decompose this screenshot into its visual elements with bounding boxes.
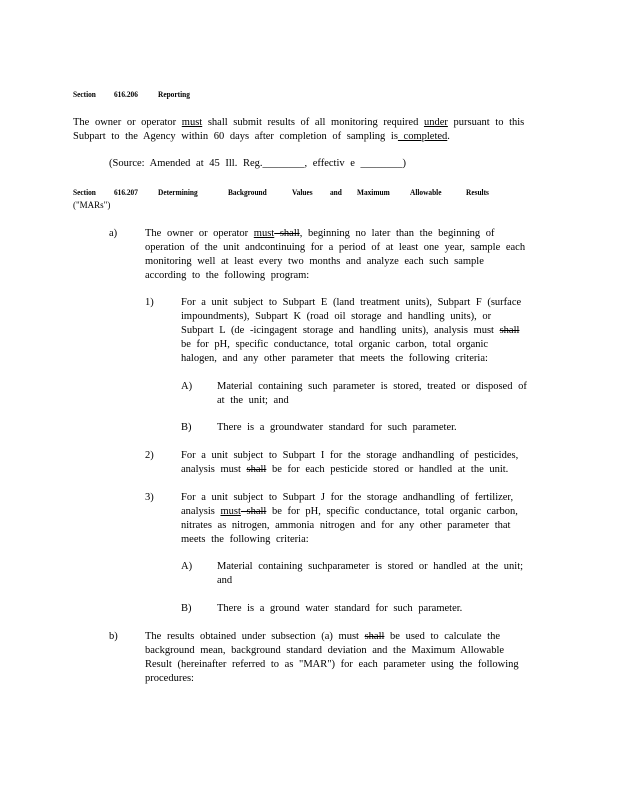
item-2-label: 2) <box>145 450 154 461</box>
item-1a-line-2: at the unit; and <box>217 395 289 406</box>
item-1a-label: A) <box>181 381 193 392</box>
section-title-word: Background <box>228 188 267 197</box>
subsection-b-line-1: The results obtained under subsection (a) must shall be used to calculate the <box>145 631 501 642</box>
section-label: Section <box>73 188 96 197</box>
subsection-a-line-4: according to the following program: <box>145 270 310 281</box>
section-title-word: Determining <box>158 188 198 197</box>
subsection-b-line-2: background mean, background standard deviation and the Maximum Allowable <box>145 645 505 656</box>
section-number: 616.206 <box>114 90 138 99</box>
item-1-label: 1) <box>145 297 154 308</box>
item-3-line-3: nitrates as nitrogen, ammonia nitrogen and for any other parameter that <box>181 520 511 531</box>
section-title-line-2: ("MARs") <box>73 200 111 210</box>
section-title-word: Maximum <box>357 188 390 197</box>
section-title-word: Values <box>292 188 313 197</box>
item-3a-label: A) <box>181 561 193 572</box>
item-2-line-2: analysis must shall be for each pesticide stored or handled at the unit. <box>181 464 509 475</box>
section-title-word: Allowable <box>410 188 442 197</box>
item-3a-line-2: and <box>217 575 233 586</box>
item-1b-label: B) <box>181 422 192 433</box>
section-title-word: and <box>330 188 342 197</box>
section-label: Section <box>73 90 96 99</box>
item-1-line-3: Subpart L (de -icingagent storage and handling units), analysis must shall <box>181 325 520 336</box>
item-3-label: 3) <box>145 492 154 503</box>
item-2-line-1: For a unit subject to Subpart I for the storage andhandling of pesticides, <box>181 450 519 461</box>
item-1-line-1: For a unit subject to Subpart E (land treatment units), Subpart F (surface <box>181 297 522 308</box>
subsection-b-label: b) <box>109 631 118 642</box>
item-1a-line-1: Material containing such parameter is stored, treated or disposed of <box>217 381 527 392</box>
item-3a-line-1: Material containing suchparameter is stored or handled at the unit; <box>217 561 524 572</box>
item-1-line-5: halogen, and any other parameter that meets the following criteria: <box>181 353 488 364</box>
subsection-a-label: a) <box>109 228 118 239</box>
source-note: (Source: Amended at 45 Ill. Reg.________, effectiv e ________) <box>109 158 407 169</box>
section-title-word: Results <box>466 188 489 197</box>
item-1-line-4: be for pH, specific conductance, total organic carbon, total organic <box>181 339 489 350</box>
item-3b-line-1: There is a ground water standard for such parameter. <box>217 603 463 614</box>
subsection-a-line-3: monitoring well at least every two months and analyze each such sample <box>145 256 484 267</box>
item-3-line-1: For a unit subject to Subpart J for the storage andhandling of fertilizer, <box>181 492 514 503</box>
section-title: Reporting <box>158 90 190 99</box>
section-number: 616.207 <box>114 188 138 197</box>
reporting-paragraph-line-2: Subpart to the Agency within 60 days after completion of sampling is completed. <box>73 131 450 142</box>
subsection-b-line-4: procedures: <box>145 673 194 684</box>
subsection-b-line-3: Result (hereinafter referred to as "MAR") for each parameter using the following <box>145 659 519 670</box>
item-1b-line-1: There is a groundwater standard for such parameter. <box>217 422 457 433</box>
reporting-paragraph-line-1: The owner or operator must shall submit results of all monitoring required under pursuant to this <box>73 117 525 128</box>
item-1-line-2: impoundments), Subpart K (road oil storage and handling units), or <box>181 311 492 322</box>
subsection-a-line-1: The owner or operator must shall, beginning no later than the beginning of <box>145 228 495 239</box>
item-3b-label: B) <box>181 603 192 614</box>
item-3-line-2: analysis must shall be for pH, specific conductance, total organic carbon, <box>181 506 518 517</box>
subsection-a-line-2: operation of the unit andcontinuing for a period of at least one year, sample each <box>145 242 526 253</box>
item-3-line-4: meets the following criteria: <box>181 534 309 545</box>
